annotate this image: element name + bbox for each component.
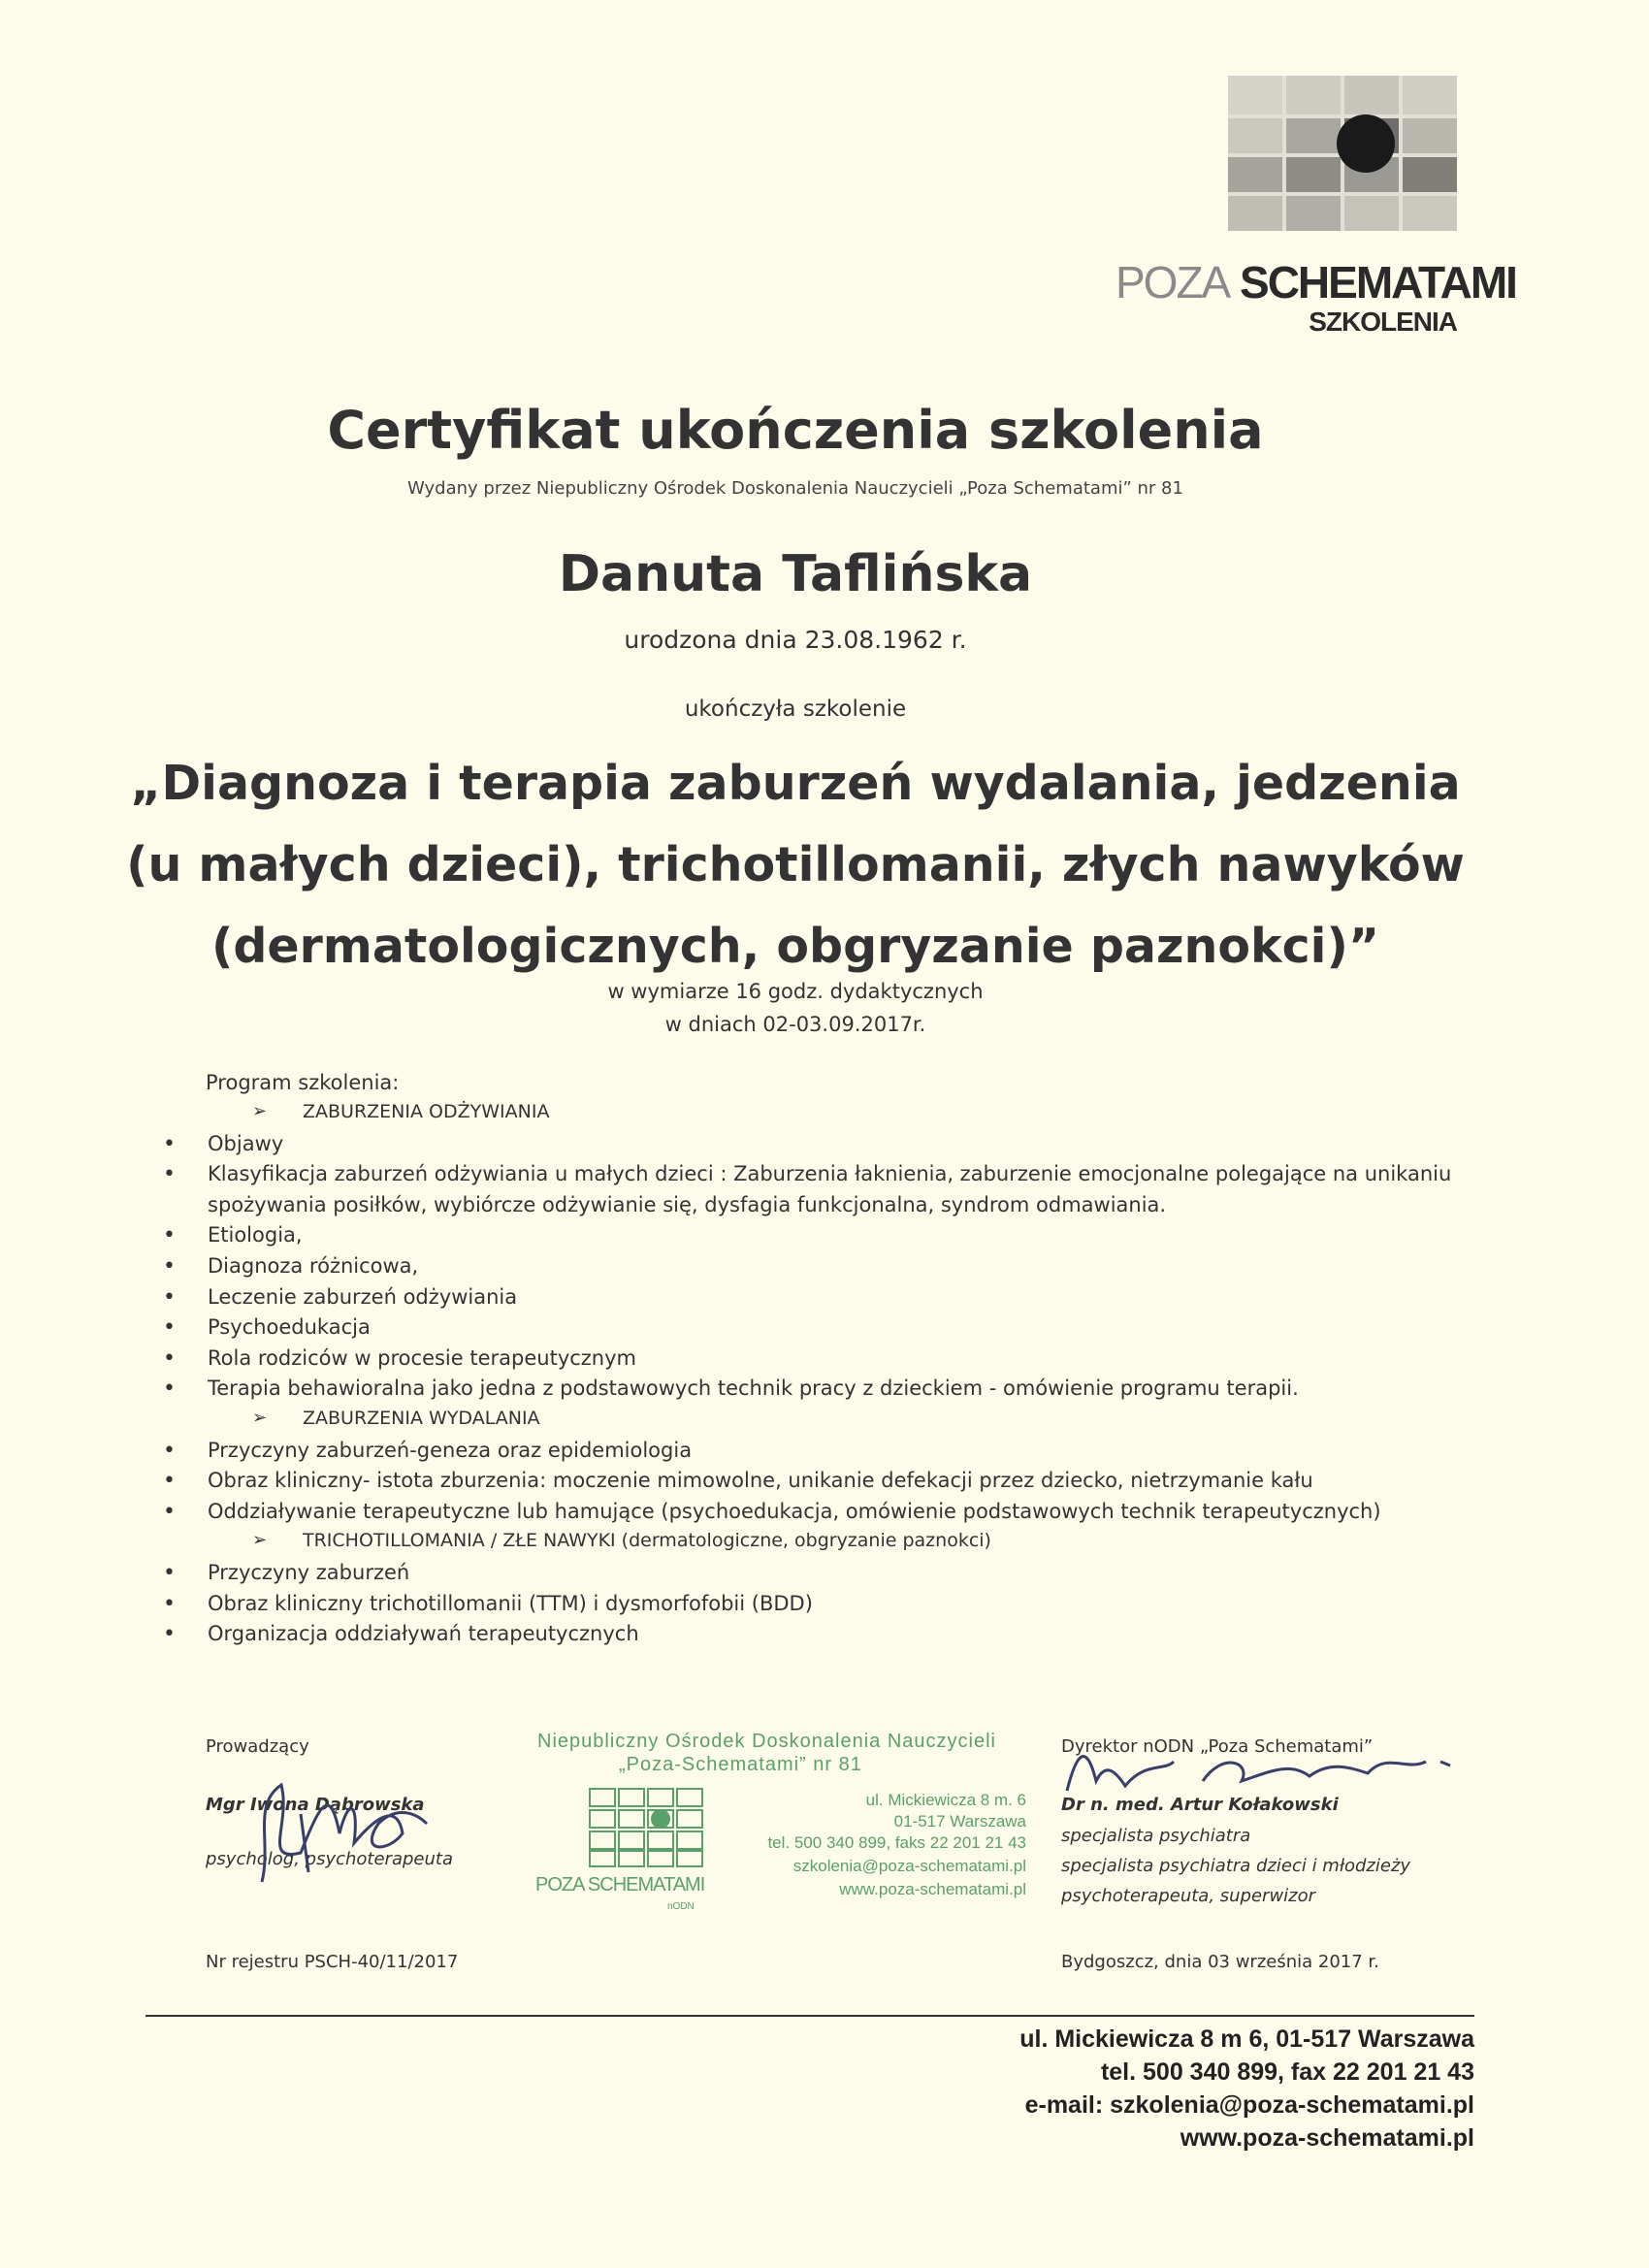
bullet-icon: • <box>163 1377 176 1402</box>
logo-subtitle: SZKOLENIA <box>1309 307 1457 337</box>
instructor-role: psycholog, psychoterapeuta <box>206 1849 453 1869</box>
recipient-name: Danuta Taflińska <box>558 545 1033 603</box>
stamp-brand: POZA SCHEMATAMI <box>535 1874 705 1895</box>
birth-date: urodzona dnia 23.08.1962 r. <box>624 626 967 654</box>
stamp-address-1: ul. Mickiewicza 8 m. 6 <box>865 1791 1026 1809</box>
bullet-icon: • <box>163 1223 176 1248</box>
bullet-icon: • <box>163 1622 176 1647</box>
certificate-title: Certyfikat ukończenia szkolenia <box>327 400 1264 461</box>
stamp-brand-sub: nODN <box>667 1901 695 1912</box>
course-scope <box>0 975 1591 1041</box>
institution-stamp <box>532 1721 1036 1925</box>
logo-brand-dark: SCHEMATAMI <box>1240 257 1516 308</box>
program-item-text: TRICHOTILLOMANIA / ZŁE NAWYKI (dermatologiczne, obgryzanie paznokci) <box>303 1530 991 1552</box>
footer-divider <box>146 2015 1474 2017</box>
program-title: Program szkolenia: <box>206 1071 400 1094</box>
arrow-bullet-icon: ➢ <box>252 1530 268 1551</box>
bullet-icon: • <box>163 1469 176 1494</box>
footer-email: e-mail: szkolenia@poza-schematami.pl <box>1024 2091 1474 2119</box>
program-item-text: Terapia behawioralna jako jedna z podstawowych technik pracy z dzieckiem - omówienie programu terapii. <box>208 1377 1299 1401</box>
stamp-line-1: Niepubliczny Ośrodek Doskonalenia Nauczycieli <box>537 1731 996 1752</box>
program-item-text: Oddziaływanie terapeutyczne lub hamujące (psychoedukacja, omówienie podstawowych technik terapeutycznych) <box>208 1499 1381 1523</box>
stamp-www: www.poza-schematami.pl <box>839 1880 1026 1898</box>
bullet-icon: • <box>163 1162 176 1187</box>
instructor-label: Prowadzący <box>206 1736 309 1757</box>
registry-number: Nr rejestru PSCH-40/11/2017 <box>206 1952 459 1972</box>
footer-phone: tel. 500 340 899, fax 22 201 21 43 <box>1100 2058 1474 2086</box>
program-item-text: Rola rodziców w procesie terapeutycznym <box>208 1345 637 1370</box>
bullet-icon: • <box>163 1345 176 1371</box>
director-label: Dyrektor nODN „Poza Schematami” <box>1061 1736 1374 1757</box>
director-name: Dr n. med. Artur Kołakowski <box>1061 1795 1339 1815</box>
program-item-text: Obraz kliniczny trichotillomanii (TTM) i dysmorfofobii (BDD) <box>208 1591 813 1615</box>
program-item-text: Psychoedukacja <box>208 1315 371 1340</box>
stamp-phone: tel. 500 340 899, faks 22 201 21 43 <box>767 1833 1026 1852</box>
program-item-text: Leczenie zaburzeń odżywiania <box>208 1284 518 1309</box>
director-role-3: psychoterapeuta, superwizor <box>1061 1886 1316 1906</box>
program-item-text: spożywania posiłków, wybiórcze odżywianie się, dysfagia funkcjonalna, syndrom odmawiania. <box>208 1192 1167 1216</box>
course-title-line: „Diagnoza i terapia zaburzeń wydalania, jedzenia <box>130 756 1461 811</box>
program-item-text: Obraz kliniczny- istota zburzenia: moczenie mimowolne, unikanie defekacji przez dziecko, nietrzymanie kału <box>208 1469 1313 1493</box>
stamp-logo-icon <box>588 1787 704 1868</box>
course-dates: w dniach 02-03.09.2017r. <box>664 1013 926 1036</box>
stamp-line-2: „Poza-Schematami” nr 81 <box>619 1754 862 1775</box>
arrow-bullet-icon: ➢ <box>252 1408 268 1428</box>
program-item-text: Klasyfikacja zaburzeń odżywiania u małych dzieci : Zaburzenia łaknienia, zaburzenie emocjonalne polegające na unikaniu <box>208 1162 1452 1186</box>
program-item-text: Przyczyny zaburzeń-geneza oraz epidemiologia <box>208 1438 693 1462</box>
program-item-text: ZABURZENIA WYDALANIA <box>303 1408 540 1429</box>
instructor-name: Mgr Iwona Dąbrowska <box>206 1795 425 1815</box>
bullet-icon: • <box>163 1499 176 1524</box>
stamp-email: szkolenia@poza-schematami.pl <box>792 1857 1026 1875</box>
director-role-1: specjalista psychiatra <box>1061 1826 1251 1846</box>
course-title-line: (u małych dzieci), trichotillomanii, złych nawyków <box>126 837 1465 892</box>
program-item-text: Organizacja oddziaływań terapeutycznych <box>208 1622 639 1646</box>
bullet-icon: • <box>163 1254 176 1279</box>
stamp-address-2: 01-517 Warszawa <box>893 1812 1026 1831</box>
director-signature <box>1057 1733 1465 1800</box>
course-hours: w wymiarze 16 godz. dydaktycznych <box>607 980 984 1003</box>
program-item-text: Diagnoza różnicowa, <box>208 1254 419 1278</box>
logo-brand-light: POZA <box>1116 257 1230 308</box>
program-item-text: Objawy <box>208 1131 284 1155</box>
program-item-text: Przyczyny zaburzeń <box>208 1561 410 1584</box>
director-role-2: specjalista psychiatra dzieci i młodzieży <box>1061 1856 1411 1876</box>
bullet-icon: • <box>163 1591 176 1616</box>
issued-by: Wydany przez Niepubliczny Ośrodek Doskonalenia Nauczycieli „Poza Schematami” nr 81 <box>407 478 1183 499</box>
bullet-icon: • <box>163 1315 176 1341</box>
program-item-text: ZABURZENIA ODŻYWIANIA <box>303 1101 550 1122</box>
completed-text: ukończyła szkolenie <box>684 697 907 722</box>
bullet-icon: • <box>163 1438 176 1463</box>
logo-grid-icon <box>1228 76 1457 231</box>
arrow-bullet-icon: ➢ <box>252 1101 268 1121</box>
footer-www: www.poza-schematami.pl <box>1180 2124 1474 2152</box>
course-title <box>0 743 1591 988</box>
course-title-line: (dermatologicznych, obgryzanie paznokci)” <box>210 919 1380 974</box>
logo-brand <box>1116 256 1516 308</box>
bullet-icon: • <box>163 1561 176 1585</box>
bullet-icon: • <box>163 1131 176 1156</box>
bullet-icon: • <box>163 1284 176 1310</box>
instructor-signature <box>233 1746 446 1892</box>
poza-schematami-logo <box>1116 72 1516 343</box>
footer-address: ul. Mickiewicza 8 m 6, 01-517 Warszawa <box>1019 2025 1474 2053</box>
program-item-text: Etiologia, <box>208 1223 303 1247</box>
place-date: Bydgoszcz, dnia 03 września 2017 r. <box>1061 1952 1379 1972</box>
